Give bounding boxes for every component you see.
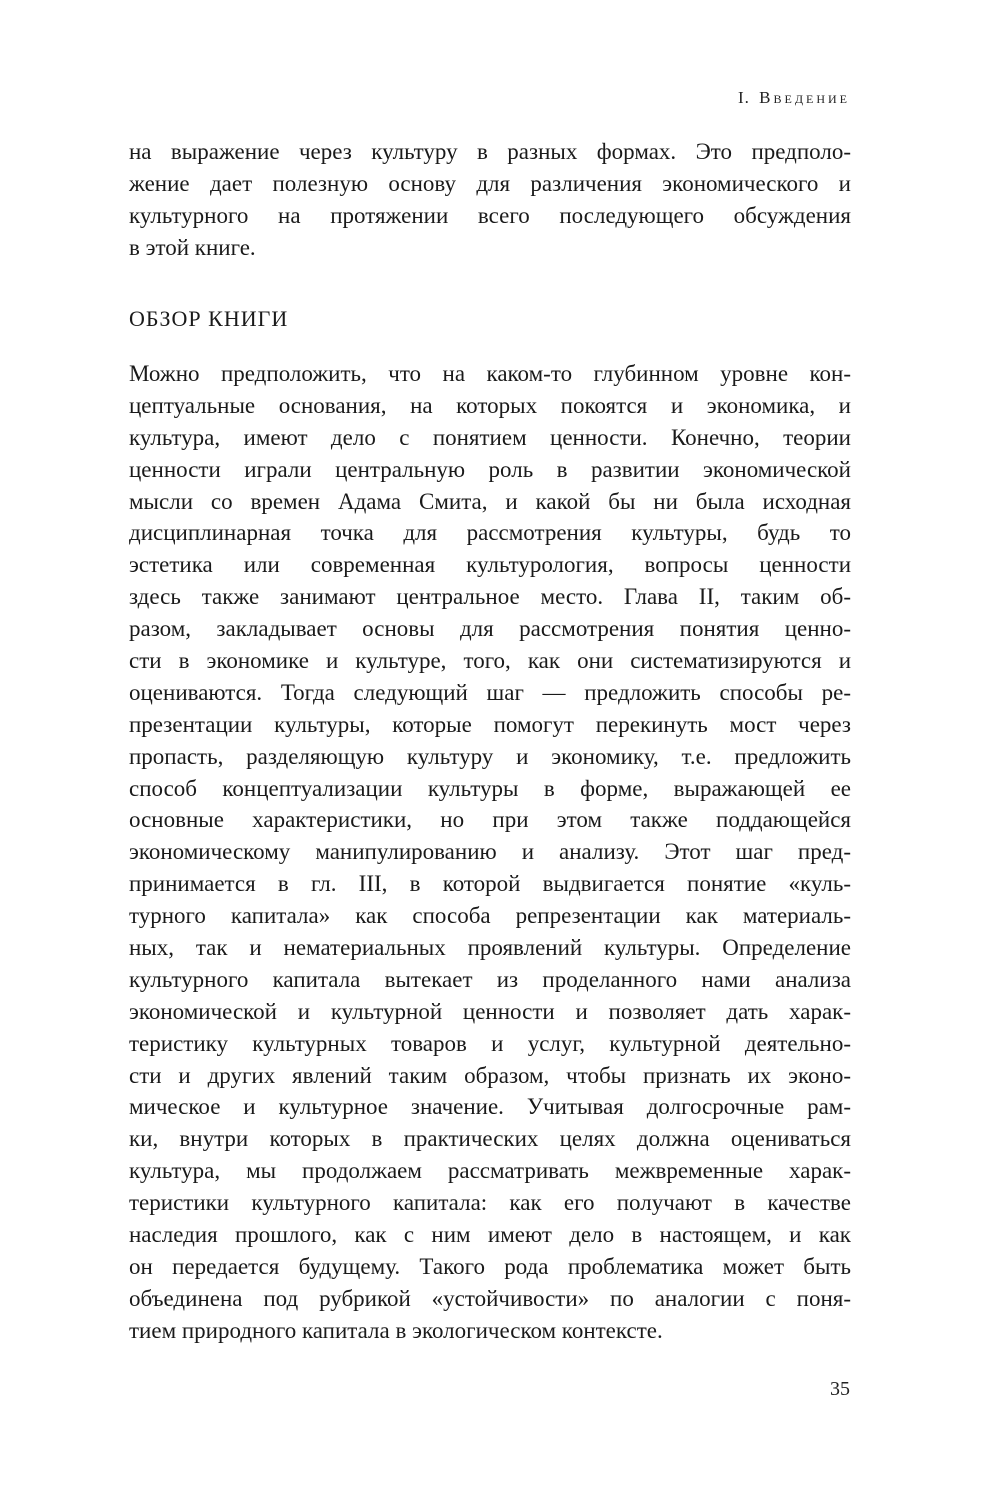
text-line: оцениваются. Тогда следующий шаг — предложить способы ре- xyxy=(129,679,851,705)
paragraph-main xyxy=(129,358,851,1347)
text-line: пропасть, разделяющую культуру и экономику, т.е. предложить xyxy=(129,743,851,769)
text-line: презентации культуры, которые помогут перекинуть мост через xyxy=(129,711,851,737)
text-line: турного капитала» как способа репрезентации как материаль- xyxy=(129,903,851,929)
text-line: мысли со времен Адама Смита, и какой бы ни была исходная xyxy=(129,488,851,514)
text-line: теристики культурного капитала: как его получают в качестве xyxy=(129,1190,851,1216)
text-line: на выражение через культуру в разных формах. Это предполо- xyxy=(129,139,851,164)
text-line: Можно предположить, что на каком-то глубинном уровне кон- xyxy=(129,361,851,386)
text-line: основные характеристики, но при этом также поддающейся xyxy=(129,807,851,833)
text-line: объединена под рубрикой «устойчивости» по аналогии с поня- xyxy=(129,1285,851,1311)
text-line: экономическому манипулированию и анализу. Этот шаг пред- xyxy=(129,839,851,865)
text-line: экономической и культурной ценности и позволяет дать харак- xyxy=(129,998,851,1024)
paragraph-continued xyxy=(129,136,851,264)
text-line: культура, мы продолжаем рассматривать межвременные харак- xyxy=(129,1158,851,1184)
text-line: наследия прошлого, как с ним имеют дело в настоящем, и как xyxy=(129,1222,851,1248)
text-line: в этой книге. xyxy=(129,234,256,260)
text-line: эстетика или современная культурология, вопросы ценности xyxy=(129,552,851,578)
text-line: теристику культурных товаров и услуг, культурной деятельно- xyxy=(129,1030,851,1056)
text-line: сти и других явлений таким образом, чтобы признать их эконо- xyxy=(129,1062,851,1088)
text-line: мическое и культурное значение. Учитывая долгосрочные рам- xyxy=(129,1094,851,1120)
text-line: цептуальные основания, на которых покоятся и экономика, и xyxy=(129,392,851,418)
text-line: разом, закладывает основы для рассмотрения понятия ценно- xyxy=(129,616,851,642)
running-head-chapter-number: I. xyxy=(737,88,750,107)
text-line: культурного капитала вытекает из проделанного нами анализа xyxy=(129,966,851,992)
text-line: ценности играли центральную роль в развитии экономической xyxy=(129,456,851,482)
text-line: тием природного капитала в экологическом контексте. xyxy=(129,1317,663,1343)
text-line: принимается в гл. III, в которой выдвигается понятие «куль- xyxy=(129,871,851,897)
text-line: ных, так и нематериальных проявлений культуры. Определение xyxy=(129,935,851,961)
page-number: 35 xyxy=(830,1378,850,1400)
text-line: культура, имеют дело с понятием ценности. Конечно, теории xyxy=(129,424,851,450)
text-line: он передается будущему. Такого рода проблематика может быть xyxy=(129,1253,851,1279)
text-line: здесь также занимают центральное место. Глава II, таким об- xyxy=(129,584,851,610)
text-line: способ концептуализации культуры в форме, выражающей ее xyxy=(129,775,851,801)
section-heading: ОБЗОР КНИГИ xyxy=(129,306,289,331)
running-head xyxy=(738,88,850,108)
text-line: жение дает полезную основу для различения экономического и xyxy=(129,170,851,196)
running-head-chapter-title: Введение xyxy=(759,88,850,107)
text-line: культурного на протяжении всего последующего обсуждения xyxy=(129,202,851,228)
text-line: дисциплинарная точка для рассмотрения культуры, будь то xyxy=(129,520,851,546)
text-line: сти в экономике и культуре, того, как они систематизируются и xyxy=(129,648,851,674)
text-line: ки, внутри которых в практических целях должна оцениваться xyxy=(129,1126,851,1152)
